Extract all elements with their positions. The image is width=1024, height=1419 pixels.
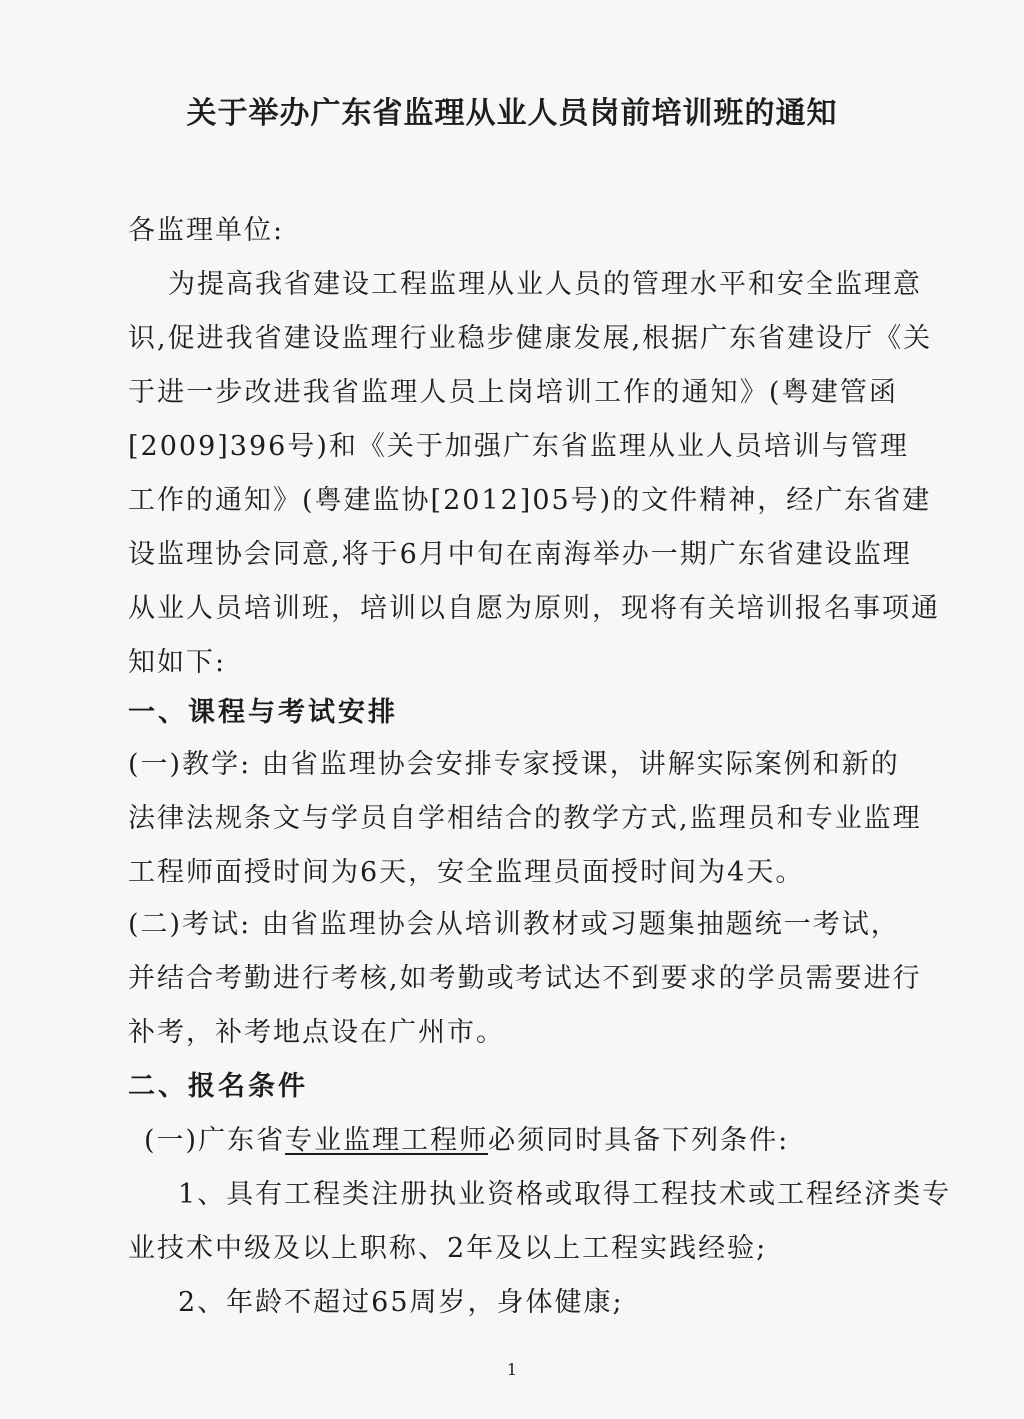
teaching-line-3: 工程师面授时间为6天，安全监理员面授时间为4天。 bbox=[128, 857, 805, 888]
intro-line-3: 于进一步改进我省监理人员上岗培训工作的通知》(粤建管函 bbox=[128, 377, 898, 408]
exam-line-2: 并结合考勤进行考核,如考勤或考试达不到要求的学员需要进行 bbox=[128, 963, 922, 994]
professional-supervising-engineer: 专业监理工程师 bbox=[285, 1125, 489, 1156]
intro-line-5: 工作的通知》(粤建监协[2012]05号)的文件精神，经广东省建 bbox=[128, 485, 932, 516]
intro-line-6: 设监理协会同意,将于6月中旬在南海举办一期广东省建设监理 bbox=[128, 539, 912, 570]
intro-line-4: [2009]396号)和《关于加强广东省监理从业人员培训与管理 bbox=[128, 431, 909, 462]
section1-heading: 一、课程与考试安排 bbox=[128, 697, 398, 728]
item2: 2、年龄不超过65周岁，身体健康; bbox=[178, 1287, 624, 1318]
teaching-line-2: 法律法规条文与学员自学相结合的教学方式,监理员和专业监理 bbox=[128, 803, 922, 834]
teaching-line-1: (一)教学: 由省监理协会安排专家授课，讲解实际案例和新的 bbox=[128, 749, 900, 780]
section2-heading: 二、报名条件 bbox=[128, 1071, 308, 1102]
salutation: 各监理单位: bbox=[128, 215, 285, 246]
exam-line-1: (二)考试: 由省监理协会从培训教材或习题集抽题统一考试， bbox=[128, 909, 900, 940]
item1-line-1: 1、具有工程类注册执业资格或取得工程技术或工程经济类专 bbox=[178, 1179, 952, 1210]
intro-line-7: 从业人员培训班，培训以自愿为原则，现将有关培训报名事项通 bbox=[128, 593, 940, 624]
exam-line-3: 补考，补考地点设在广州市。 bbox=[128, 1017, 505, 1048]
requirement-prefix: (一)广东省 bbox=[144, 1125, 286, 1156]
intro-line-2: 识,促进我省建设监理行业稳步健康发展,根据广东省建设厅《关 bbox=[128, 323, 933, 354]
item1-line-2: 业技术中级及以上职称、2年及以上工程实践经验; bbox=[128, 1233, 768, 1264]
document-title: 关于举办广东省监理从业人员岗前培训班的通知 bbox=[186, 96, 838, 131]
requirement-suffix: 必须同时具备下列条件: bbox=[488, 1125, 790, 1156]
intro-line-8: 知如下: bbox=[128, 647, 227, 678]
intro-line-1: 为提高我省建设工程监理从业人员的管理水平和安全监理意 bbox=[168, 269, 922, 300]
requirement-subheading bbox=[144, 1118, 914, 1157]
page-number: 1 bbox=[506, 1360, 518, 1379]
